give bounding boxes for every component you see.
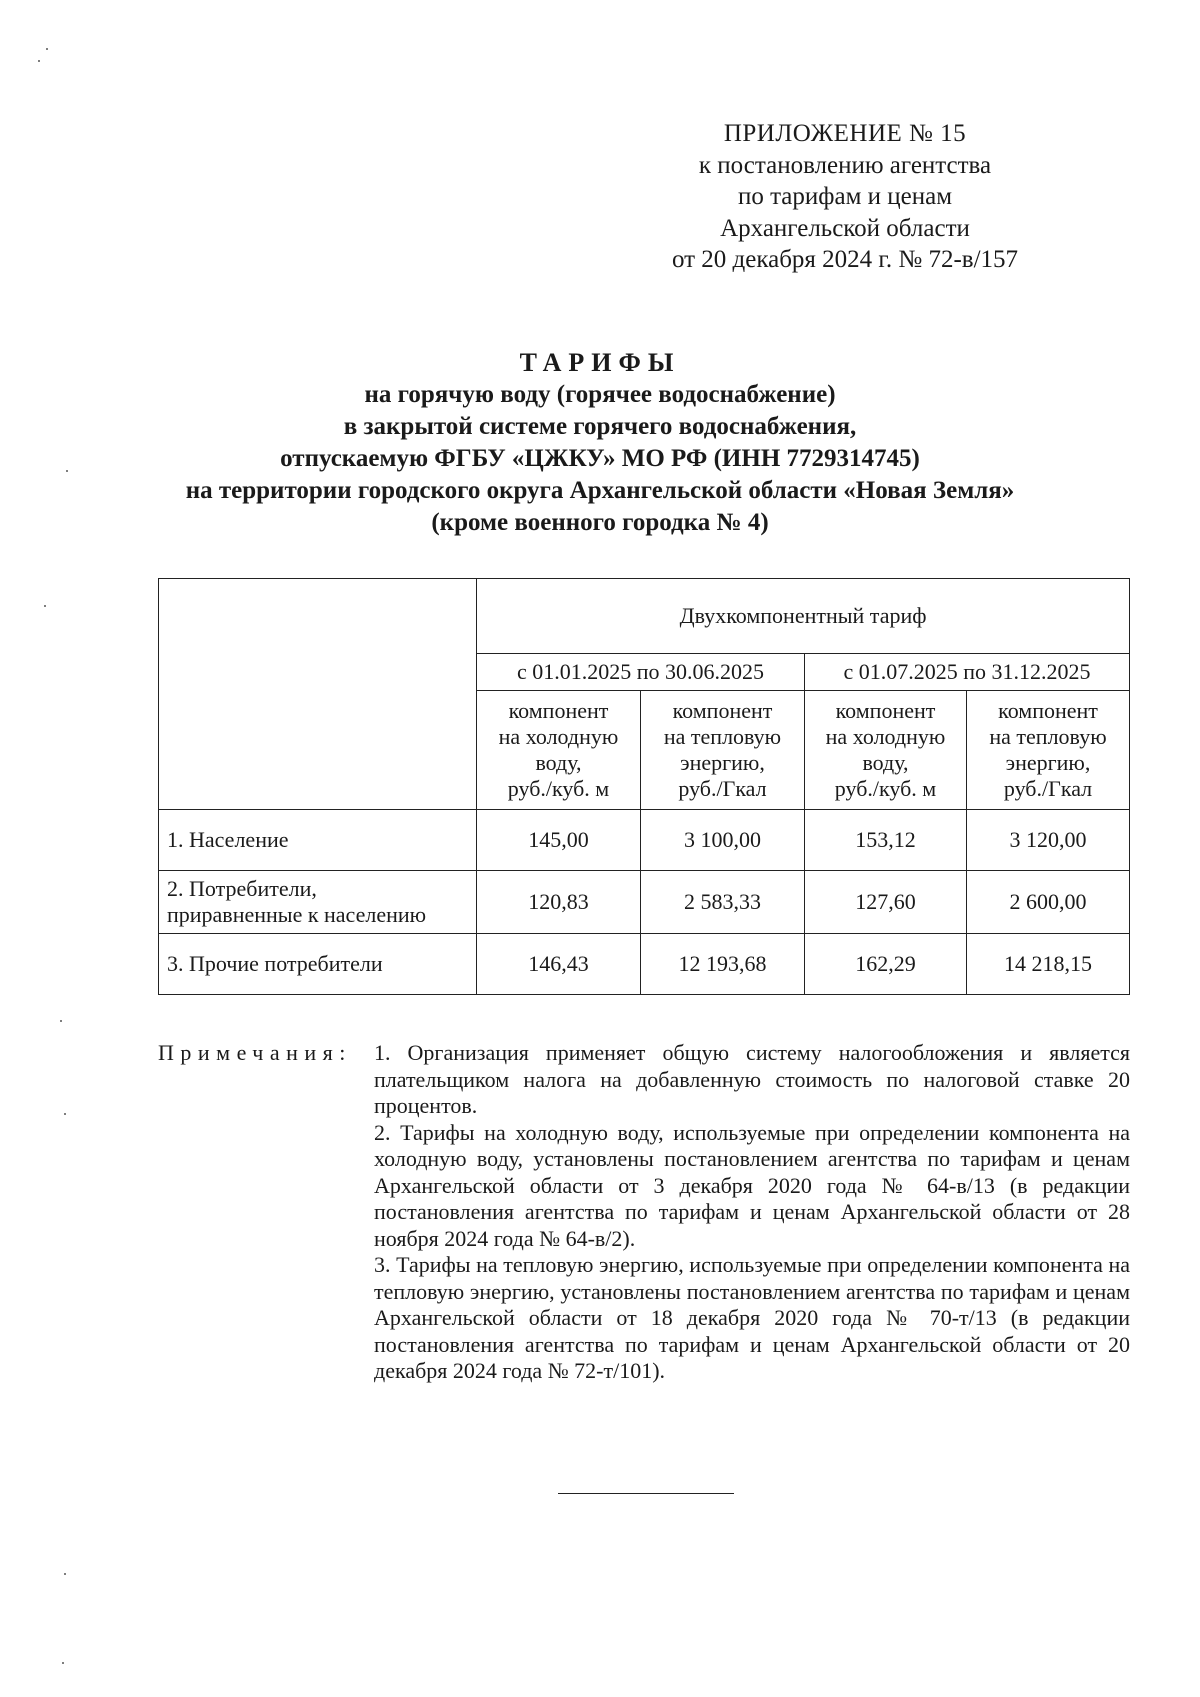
tariff-table <box>158 578 1130 995</box>
appendix-header <box>630 118 1060 276</box>
table-cell: 120,83 <box>477 871 641 934</box>
component-header-line: на тепловую <box>663 724 782 749</box>
row-label-line: 2. Потребители, <box>167 876 317 901</box>
table-cell: 3 100,00 <box>641 810 805 871</box>
note-item: 2. Тарифы на холодную воду, используемые при определении компонента на холодную воду, установлены постановлением агентства по тарифам и ценам Архангельской области от 3 декабря 2020 года № 64-в/13 (в редакции постановления агентства по тарифам и ценам Архангельской области от 28 ноября 2024 года № 64-в/2). <box>374 1119 1130 1251</box>
component-header-line: компонент <box>835 698 936 723</box>
component-header-line: компонент <box>998 698 1098 723</box>
heading-line: на территории городского округа Архангельской области «Новая Земля» <box>185 477 1015 504</box>
table-cell: 2 600,00 <box>967 871 1130 934</box>
heading-line: на горячую воду (горячее водоснабжение) <box>364 381 836 408</box>
component-header-line: компонент <box>672 698 773 723</box>
component-header-line: руб./Гкал <box>678 776 767 801</box>
period-header: с 01.01.2025 по 30.06.2025 <box>477 654 805 691</box>
scan-speck <box>46 48 48 50</box>
component-header-line: энергию, <box>680 750 765 775</box>
table-cell: 14 218,15 <box>967 934 1130 995</box>
row-label <box>159 810 477 871</box>
table-row <box>159 871 1130 934</box>
component-header <box>805 691 967 810</box>
document-heading <box>120 347 1080 539</box>
table-row <box>159 934 1130 995</box>
row-label-line: 3. Прочие потребители <box>167 951 383 976</box>
component-header-line: энергию, <box>1005 750 1091 775</box>
heading-line: (кроме военного городка № 4) <box>431 509 769 536</box>
scan-speck <box>44 605 46 607</box>
scan-speck <box>38 60 40 62</box>
row-label <box>159 934 477 995</box>
component-header-line: на холодную <box>498 724 619 749</box>
page-title: ТАРИФЫ <box>519 348 681 377</box>
period-header: с 01.07.2025 по 31.12.2025 <box>805 654 1130 691</box>
note-item: 3. Тарифы на тепловую энергию, используемые при определении компонента на тепловую энергию, установлены постановлением агентства по тарифам и ценам Архангельской области от 18 декабря 2020 года № 70-т/13 (в редакции постановления агентства по тарифам и ценам Архангельской области от 20 декабря 2024 года № 72-т/101). <box>374 1252 1130 1383</box>
component-header <box>967 691 1130 810</box>
appendix-line: Архангельской области <box>720 214 970 242</box>
scan-speck <box>66 470 68 472</box>
component-header-line: компонент <box>508 698 609 723</box>
table-cell: 12 193,68 <box>641 934 805 995</box>
component-header-line: руб./куб. м <box>507 776 610 801</box>
heading-line: отпускаемую ФГБУ «ЦЖКУ» МО РФ (ИНН 7729314745) <box>280 445 920 472</box>
table-cell: 145,00 <box>477 810 641 871</box>
table-cell: 162,29 <box>805 934 967 995</box>
table-corner-cell <box>159 579 477 810</box>
notes-label: Примечания: <box>158 1040 352 1065</box>
component-header-line: на холодную <box>825 724 946 749</box>
row-label-line: приравненные к населению <box>167 902 427 927</box>
table-cell: 127,60 <box>805 871 967 934</box>
tariff-type-header: Двухкомпонентный тариф <box>477 579 1130 654</box>
end-divider <box>558 1493 734 1494</box>
appendix-title: ПРИЛОЖЕНИЕ № 15 <box>723 120 967 147</box>
appendix-line: по тарифам и ценам <box>737 183 953 210</box>
component-header-line: воду, <box>862 750 909 775</box>
component-header-line: на тепловую <box>989 724 1107 749</box>
row-label <box>159 871 477 934</box>
scan-speck <box>62 1662 64 1664</box>
component-header-line: воду, <box>535 750 582 775</box>
table-row <box>159 810 1130 871</box>
appendix-line: к постановлению агентства <box>698 151 992 179</box>
notes-list <box>374 1040 1130 1385</box>
component-header-line: руб./Гкал <box>1003 776 1093 801</box>
appendix-date-number: от 20 декабря 2024 г. № 72-в/157 <box>671 246 1019 273</box>
table-cell: 3 120,00 <box>967 810 1130 871</box>
scan-speck <box>60 1020 62 1022</box>
table-cell: 146,43 <box>477 934 641 995</box>
row-label-line: 1. Население <box>167 827 289 852</box>
scan-speck <box>64 1113 66 1115</box>
note-item: 1. Организация применяет общую систему налогообложения и является плательщиком налога на добавленную стоимость по налоговой ставке 20 процентов. <box>374 1040 1130 1118</box>
table-cell: 2 583,33 <box>641 871 805 934</box>
heading-line: в закрытой системе горячего водоснабжения, <box>343 413 857 440</box>
scan-speck <box>64 1573 66 1575</box>
component-header-line: руб./куб. м <box>834 776 937 801</box>
table-cell: 153,12 <box>805 810 967 871</box>
component-header <box>477 691 641 810</box>
component-header <box>641 691 805 810</box>
